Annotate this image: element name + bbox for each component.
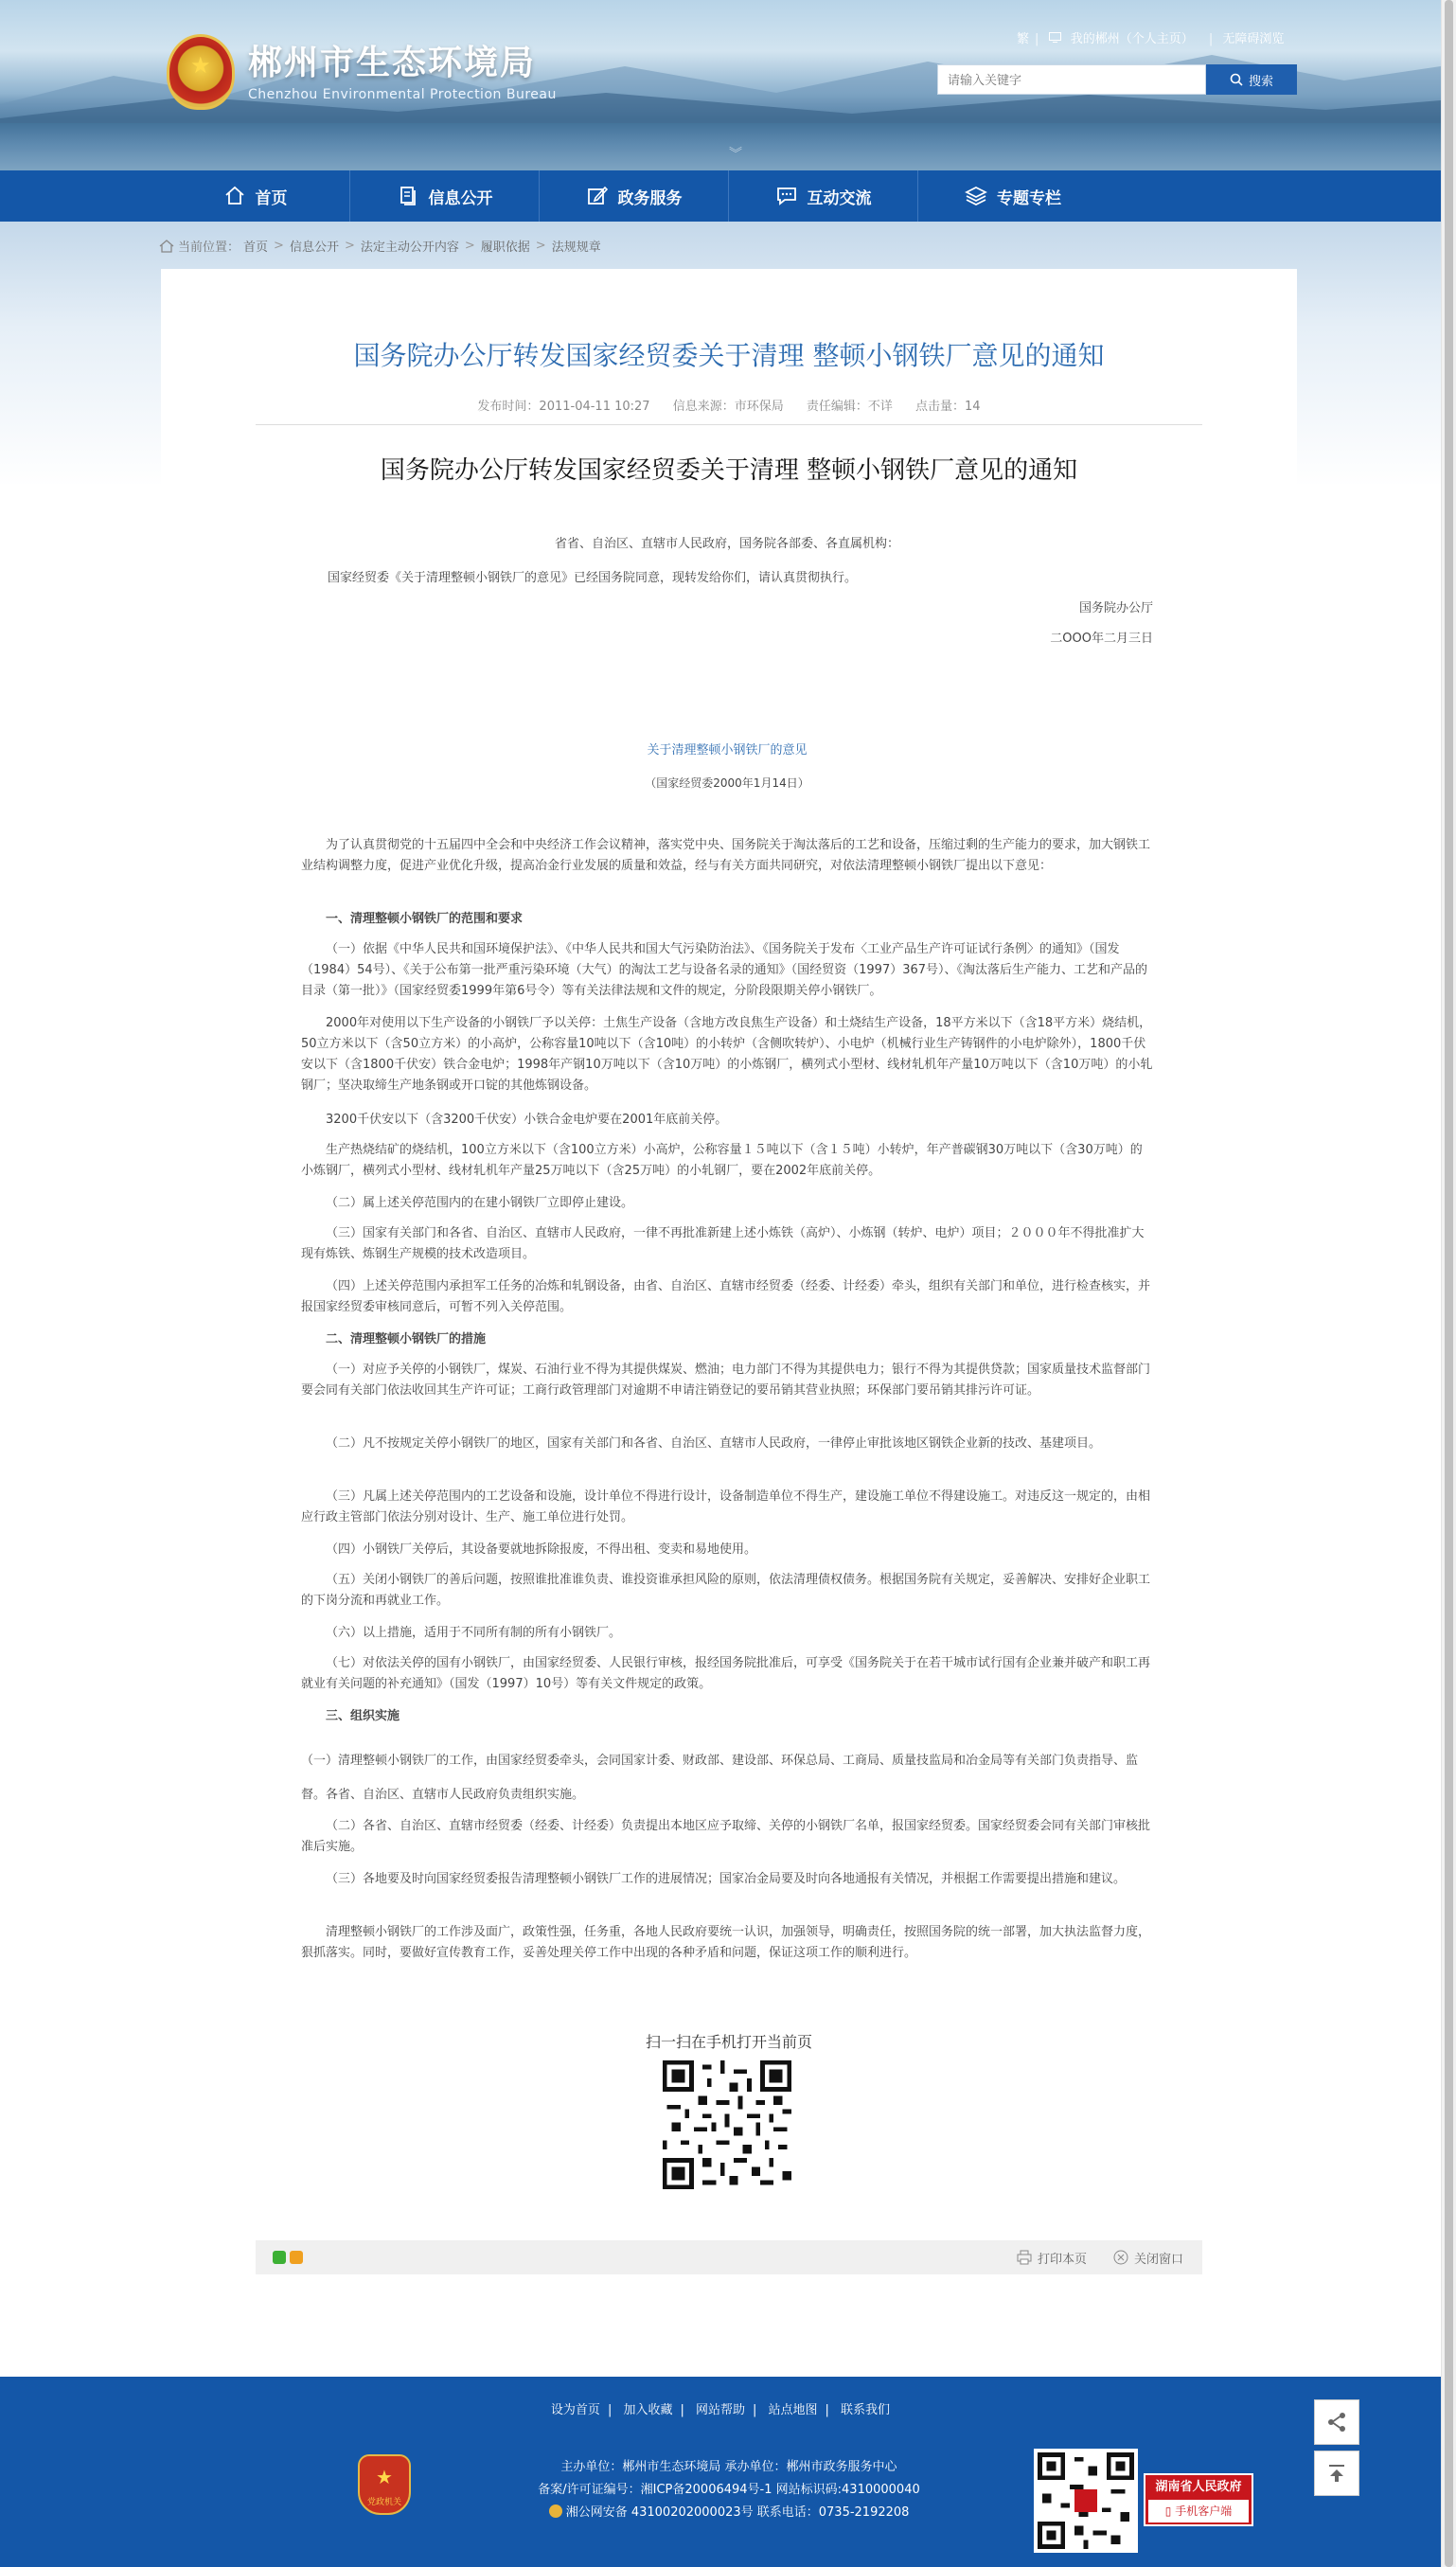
paragraph: （二）属上述关停范围内的在建小钢铁厂立即停止建设。 [326, 1196, 634, 1210]
footer-info [435, 2456, 1022, 2524]
breadcrumb: 当前位置： 首页 > 信息公开 > 法定主动公开内容 > 履职依据 > 法规规章 [159, 237, 601, 255]
intro-paragraph: 国家经贸委《关于清理整顿小钢铁厂的意见》已经国务院同意，现转发给你们，请认真贯彻执行。 [328, 571, 858, 585]
document-icon [397, 185, 419, 207]
share-icon [1325, 2411, 1348, 2433]
footer-host: 主办单位：郴州市生态环境局 承办单位：郴州市政务服务中心 [560, 2460, 897, 2474]
footer-icp[interactable]: 备案/许可证编号：湘ICP备20006494号-1 网站标识码:4310000040 [538, 2483, 920, 2497]
top-links: 繁 | 我的郴州（个人主页） | 无障碍浏览 [1011, 28, 1289, 46]
back-to-top-button[interactable] [1314, 2451, 1359, 2496]
paragraph: （六）以上措施，适用于不同所有制的所有小钢铁厂。 [326, 1626, 622, 1640]
paragraph: （二）凡不按规定关停小钢铁厂的地区，国家有关部门和各省、自治区、直辖市人民政府，一律停止审批该地区钢铁企业新的技改、基建项目。 [326, 1436, 1102, 1451]
paragraph: 3200千伏安以下（含3200千伏安）小铁合金电炉要在2001年底前关停。 [326, 1113, 728, 1127]
close-icon [1113, 2250, 1128, 2265]
paragraph: （三）国家有关部门和各省、自治区、直辖市人民政府，一律不再批准新建上述小炼铁（高炉）、小炼钢（转炉、电炉）项目；２０００年不得批准扩大现有炼铁、炼钢生产规模的技术改造项目。 [301, 1226, 1145, 1261]
paragraph: （七）对依法关停的国有小钢铁厂，由国家经贸委、人民银行审核，报经国务院批准后，可享受《国务院关于在若干城市试行国有企业兼并破产和职工再就业有关问题的补充通知》（国发（1997）10号）等有关文件规定的政策。 [301, 1656, 1151, 1691]
paragraph: （一）依据《中华人民共和国环境保护法》、《中华人民共和国大气污染防治法》、《国务院关于发布〈工业产品生产许可证试行条例〉的通知》（国发（1984）54号）、《关于公布第一批严重污染环境（大气）的淘汰工艺与设备名录的通知》（国经贸资（1997）367号）、《淘汰落后生产能力、工艺和产品的目录（第一批）》（国家经贸委1999年第6号令）等有关法律法规和文件的规定，分阶段限期关停小钢铁厂。 [301, 942, 1148, 998]
monitor-icon [1049, 32, 1061, 43]
divider [256, 424, 1202, 425]
editor: 责任编辑：不详 [806, 400, 893, 414]
sub-title: 关于清理整顿小钢铁厂的意见 [647, 743, 808, 758]
section-heading-3: 三、组织实施 [326, 1709, 400, 1723]
paragraph: （四）小钢铁厂关停后，其设备要就地拆除报废，不得出租、变卖和易地使用。 [326, 1542, 757, 1557]
breadcrumb-prefix: 当前位置： [178, 241, 240, 255]
layers-icon [965, 185, 987, 207]
chat-icon [775, 185, 798, 207]
police-badge-icon [549, 2505, 562, 2518]
sub-reference: （国家经贸委2000年1月14日） [645, 776, 809, 790]
article-meta [256, 396, 1202, 414]
share-icons [273, 2251, 303, 2264]
paragraph: （三）凡属上述关停范围内的工艺设备和设施，设计单位不得进行设计，设备制造单位不得生产，建设施工单位不得建设施工。对违反这一规定的，由相应行政主管部门依法分别对设计、生产、施工单位进行处罚。 [301, 1489, 1151, 1524]
my-chenzhou-link[interactable]: 我的郴州（个人主页） [1043, 32, 1209, 46]
nav-item-topics[interactable]: 专题专栏 [918, 170, 1108, 222]
search-icon [1230, 73, 1243, 86]
footer-link-sitemap[interactable]: 站点地图 [768, 2403, 818, 2417]
breadcrumb-item-regulations[interactable]: 法规规章 [551, 241, 601, 255]
search-box [937, 64, 1297, 95]
traditional-chinese-link[interactable]: 繁 [1017, 32, 1030, 46]
page-scrollbar[interactable] [1441, 0, 1456, 2567]
accessibility-link[interactable]: 无障碍浏览 [1222, 32, 1285, 46]
footer-police[interactable]: 湘公网安备 43100202000023号 联系电话：0735-2192208 [435, 2502, 1022, 2524]
paragraph: （五）关闭小钢铁厂的善后问题，按照谁批准谁负责、谁投资谁承担风险的原则，依法清理债权债务。根据国务院有关规定，妥善解决、安排好企业职工的下岗分流和再就业工作。 [301, 1573, 1151, 1608]
section-heading-1: 一、清理整顿小钢铁厂的范围和要求 [326, 912, 524, 926]
party-gov-emblem-icon[interactable]: 党政机关 ★ [358, 2454, 411, 2515]
paragraph: （一）清理整顿小钢铁厂的工作，由国家经贸委牵头，会同国家计委、财政部、建设部、环保总局、工商局、质量技监局和冶金局等有关部门负责指导、监督。各省、自治区、直辖市人民政府负责组织实施。 [301, 1754, 1139, 1802]
arrow-up-icon [1325, 2462, 1348, 2485]
chevron-down-icon: ︾ [729, 147, 742, 162]
paragraph: （二）各省、自治区、直辖市经贸委（经委、计经委）负责提出本地区应予取缔、关停的小钢铁厂名单，报国家经贸委。国家经贸委会同有关部门审核批准后实施。 [301, 1819, 1151, 1854]
site-subtitle: Chenzhou Environmental Protection Bureau [248, 87, 557, 102]
site-header [0, 0, 1441, 170]
mobile-client-label: ▯ 手机客户端 [1148, 2500, 1249, 2522]
info-source: 信息来源：市环保局 [672, 400, 784, 414]
home-icon [159, 240, 174, 253]
close-window-button[interactable]: 关闭窗口 [1113, 2249, 1183, 2267]
scrollbar-thumb[interactable] [1445, 0, 1453, 2567]
footer-links: 设为首页 | 加入收藏 | 网站帮助 | 站点地图 | 联系我们 [0, 2399, 1441, 2417]
footer-link-contact[interactable]: 联系我们 [841, 2403, 891, 2417]
breadcrumb-item-basis[interactable]: 履职依据 [480, 241, 530, 255]
home-icon [223, 185, 246, 207]
breadcrumb-item-info[interactable]: 信息公开 [289, 241, 339, 255]
phone-icon: ▯ [1164, 2505, 1172, 2518]
nav-item-services[interactable]: 政务服务 [540, 170, 729, 222]
weibo-share-icon[interactable] [290, 2251, 303, 2264]
footer-link-help[interactable]: 网站帮助 [695, 2403, 745, 2417]
wechat-share-icon[interactable] [273, 2251, 286, 2264]
national-emblem-icon: ★ [167, 34, 235, 110]
edit-icon [586, 185, 609, 207]
signer: 国务院办公厅 [1078, 601, 1153, 615]
site-footer [0, 2377, 1441, 2567]
paragraph: 2000年对使用以下生产设备的小钢铁厂予以关停：土焦生产设备（含地方改良焦生产设备）和土烧结生产设备，18平方米以下（含18平方米）烧结机，50立方米以下（含50立方米）的小高炉，公称容量10吨以下（含10吨）的小转炉（含侧吹转炉）、小电炉（机械行业生产铸钢件的小电炉除外），1800千伏安以下（含1800千伏安）铁合金电炉；1998年产钢10万吨以下（含10万吨）的小炼钢厂，横列式小型材、线材轧机年产量10万吨以下（含10万吨）的小轧钢厂；坚决取缔生产地条钢或开口锭的其他炼钢设备。 [301, 1016, 1153, 1093]
breadcrumb-item-home[interactable]: 首页 [243, 241, 269, 255]
paragraph: 清理整顿小钢铁厂的工作涉及面广，政策性强，任务重，各地人民政府要统一认识，加强领导，明确责任，按照国务院的统一部署，加大执法监督力度，狠抓落实。同时，要做好宣传教育工作，妥善处理关停工作中出现的各种矛盾和问题，保证这项工作的顺利进行。 [301, 1925, 1151, 1960]
nav-item-home[interactable]: 首页 [161, 170, 350, 222]
main-nav [0, 170, 1441, 222]
publish-time: 发布时间：2011-04-11 10:27 [477, 400, 650, 414]
nav-item-interaction[interactable]: 互动交流 [729, 170, 918, 222]
article-toolbar [256, 2240, 1202, 2274]
sign-date: 二ΟΟΟ年二月三日 [1050, 632, 1153, 646]
printer-icon [1017, 2250, 1032, 2265]
hunan-gov-app-badge[interactable]: 湖南省人民政府 ▯ 手机客户端 [1144, 2473, 1253, 2526]
footer-qr-code-image [1034, 2449, 1138, 2553]
search-button[interactable]: 搜索 [1206, 64, 1297, 95]
click-count: 点击量：14 [915, 400, 981, 414]
print-button[interactable]: 打印本页 [1017, 2249, 1087, 2267]
search-input[interactable] [937, 64, 1206, 95]
site-title: 郴州市生态环境局 [248, 44, 537, 82]
nav-item-info[interactable]: 信息公开 [350, 170, 540, 222]
recipients: 省省、自治区、直辖市人民政府，国务院各部委、各直属机构： [554, 537, 899, 551]
paragraph: （三）各地要及时向国家经贸委报告清理整顿小钢铁厂工作的进展情况；国家冶金局要及时向各地通报有关情况，并根据工作需要提出措施和建议。 [326, 1872, 1127, 1886]
share-float-button[interactable] [1314, 2399, 1359, 2445]
qr-label: 扫一扫在手机打开当前页 [645, 2033, 812, 2051]
paragraph: （四）上述关停范围内承担军工任务的冶炼和轧钢设备，由省、自治区、直辖市经贸委（经委、计经委）牵头，组织有关部门和单位，进行检查核实，并报国家经贸委审核同意后，可暂不列入关停范围。 [301, 1279, 1151, 1314]
footer-link-favorite[interactable]: 加入收藏 [623, 2403, 673, 2417]
footer-link-set-homepage[interactable]: 设为首页 [550, 2403, 600, 2417]
section-heading-2: 二、清理整顿小钢铁厂的措施 [326, 1332, 487, 1346]
qr-code-image [663, 2060, 791, 2189]
paragraph: （一）对应予关停的小钢铁厂，煤炭、石油行业不得为其提供煤炭、燃油；电力部门不得为其提供电力；银行不得为其提供贷款；国家质量技术监督部门要会同有关部门依法收回其生产许可证；工商行政管理部门对逾期不申请注销登记的要吊销其营业执照；环保部门要吊销其排污许可证。 [301, 1363, 1151, 1398]
document-title: 国务院办公厅转发国家经贸委关于清理 整顿小钢铁厂意见的通知 [380, 456, 1078, 485]
page-title: 国务院办公厅转发国家经贸委关于清理 整顿小钢铁厂意见的通知 [353, 340, 1105, 371]
preamble-paragraph: 为了认真贯彻党的十五届四中全会和中央经济工作会议精神，落实党中央、国务院关于淘汰落后的工艺和设备，压缩过剩的生产能力的要求，加大钢铁工业结构调整力度，促进产业优化升级，提高冶金行业发展的质量和效益，经与有关方面共同研究，对依法清理整顿小钢铁厂提出以下意见： [301, 838, 1151, 873]
breadcrumb-item-statutory[interactable]: 法定主动公开内容 [360, 241, 459, 255]
paragraph: 生产热烧结矿的烧结机，100立方米以下（含100立方米）小高炉，公称容量１５吨以下（含１５吨）小转炉，年产普碳钢30万吨以下（含30万吨）的小炼钢厂，横列式小型材、线材轧机年产量25万吨以下（含25万吨）的小轧钢厂，要在2002年底前关停。 [301, 1143, 1143, 1178]
